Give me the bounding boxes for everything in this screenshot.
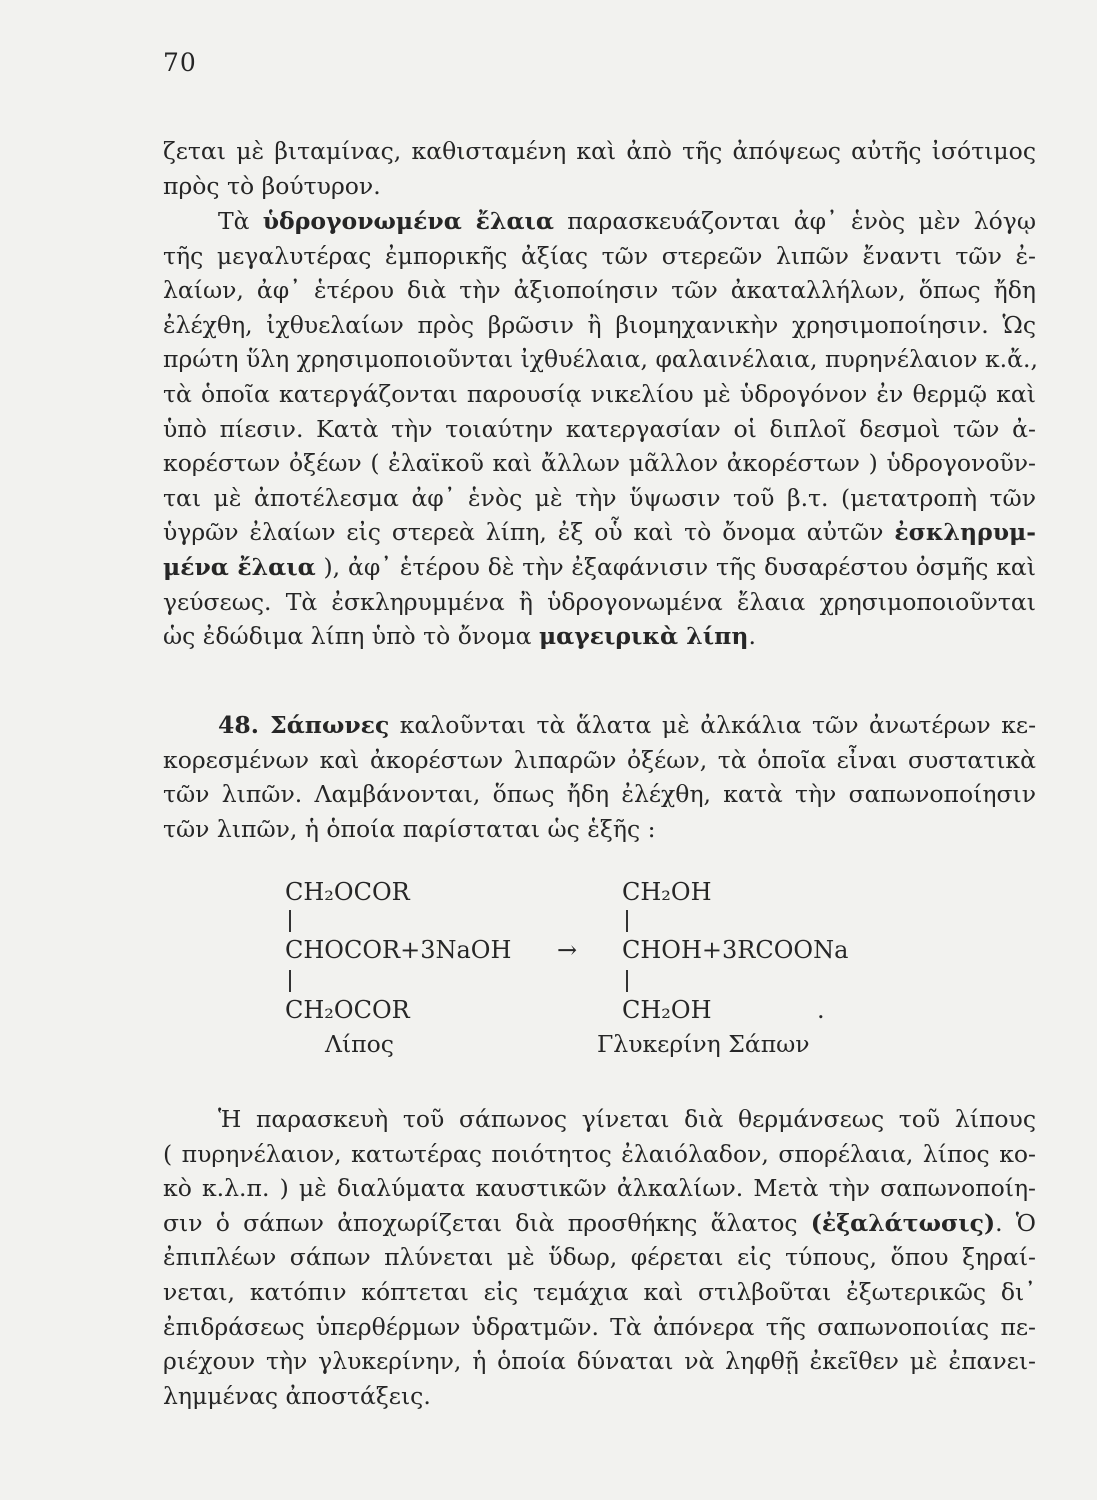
text-line: κορέστων ὀξέων ( ἐλαϊκοῦ καὶ ἄλλων μᾶλλον ἀκορέστων ) ὑδρογονοῦν- bbox=[163, 449, 1036, 478]
text-line: ( πυρηνέλαιον, κατωτέρας ποιότητος ἐλαιόλαδον, σπορέλαια, λίπος κο- bbox=[163, 1139, 1036, 1168]
text-line bbox=[163, 204, 1036, 239]
text-line: ἐπιδράσεως ὑπερθέρμων ὑδρατμῶν. Τὰ ἀπόνερα τῆς σαπωνοποιίας πε- bbox=[163, 1312, 1036, 1341]
text-line: τὰ ὁποῖα κατεργάζονται παρουσίᾳ νικελίου μὲ ὑδρογόνον ἐν θερμῷ καὶ bbox=[163, 379, 1036, 408]
text-line: ἐπιπλέων σάπων πλύνεται μὲ ὕδωρ, φέρεται εἰς τύπους, ὅπου ξηραί- bbox=[163, 1243, 1036, 1272]
label-products: Γλυκερίνη Σάπων bbox=[597, 1030, 810, 1058]
formula-left-top: CH₂OCOR bbox=[285, 878, 410, 906]
text-line: ἐλέχθη, ἰχθυελαίων πρὸς βρῶσιν ἢ βιομηχανικὴν χρησιμοποίησιν. Ὡς bbox=[163, 310, 1036, 339]
reaction-arrow: → bbox=[557, 936, 578, 964]
section-48-soaps bbox=[163, 708, 1036, 846]
text-line: τῆς μεγαλυτέρας ἐμπορικῆς ἀξίας τῶν στερεῶν λιπῶν ἔναντι τῶν ἐ- bbox=[163, 241, 1036, 270]
text-line: κὸ κ.λ.π. ) μὲ διαλύματα καυστικῶν ἀλκαλίων. Μετὰ τὴν σαπωνοποίη- bbox=[163, 1174, 1036, 1203]
text-line: γεύσεως. Τὰ ἐσκληρυμμένα ἢ ὑδρογονωμένα ἔλαια χρησιμοποιοῦνται bbox=[163, 587, 1036, 616]
text-line: νεται, κατόπιν κόπτεται εἰς τεμάχια καὶ στιλβοῦται ἐξωτερικῶς δι᾽ bbox=[163, 1277, 1036, 1306]
bond-line bbox=[626, 910, 628, 932]
text-line: ριέχουν τὴν γλυκερίνην, ἡ ὁποία δύναται νὰ ληφθῇ ἐκεῖθεν μὲ ἐπανει- bbox=[163, 1347, 1036, 1376]
term-salting-out: (ἐξαλάτωσις) bbox=[810, 1208, 996, 1237]
text-run: καλοῦνται τὰ ἅλατα μὲ ἀλκάλια τῶν ἀνωτέρων κε- bbox=[389, 711, 1037, 739]
text-line: Ἡ παρασκευὴ τοῦ σάπωνος γίνεται διὰ θερμάνσεως τοῦ λίπους bbox=[218, 1105, 1036, 1133]
text-line: κορεσμένων καὶ ἀκορέστων λιπαρῶν ὀξέων, τὰ ὁποῖα εἶναι συστατικὰ bbox=[163, 745, 1036, 774]
term-hardened-oils-cont: μένα ἔλαια bbox=[163, 552, 316, 581]
term-soaps: Σάπωνες bbox=[258, 711, 390, 739]
text-run: . Ὁ bbox=[995, 1208, 1036, 1237]
text-line: πρὸς τὸ βούτυρον. bbox=[163, 171, 381, 200]
text-line: λημμένας ἀποστάξεις. bbox=[163, 1381, 431, 1410]
bond-line bbox=[289, 970, 291, 992]
page-number: 70 bbox=[163, 48, 197, 77]
text-line bbox=[163, 515, 1036, 550]
formula-left-mid: CHOCOR+3NaOH bbox=[285, 936, 512, 964]
term-hydrogenated-oils: ὑδρογονωμένα ἔλαια bbox=[262, 207, 554, 235]
text-line: ται μὲ ἀποτέλεσμα ἀφ᾽ ἑνὸς μὲ τὴν ὕψωσιν τοῦ β.τ. (μετατροπὴ τῶν bbox=[163, 483, 1036, 512]
text-line: τῶν λιπῶν, ἡ ὁποία παρίσταται ὡς ἑξῆς : bbox=[163, 814, 656, 843]
paragraph-hydrogenated-oils bbox=[163, 204, 1036, 654]
text-line bbox=[163, 1206, 1036, 1241]
formula-right-top: CH₂OH bbox=[622, 878, 712, 906]
text-run: ὡς ἐδώδιμα λίπη ὑπὸ τὸ ὄνομα bbox=[163, 622, 539, 651]
equation-dot: . bbox=[817, 996, 825, 1024]
text-line: τῶν λιπῶν. Λαμβάνονται, ὅπως ἤδη ἐλέχθη, κατὰ τὴν σαπωνοποίησιν bbox=[163, 780, 1036, 809]
section-number: 48. bbox=[218, 711, 259, 739]
text-line bbox=[163, 619, 1036, 654]
paragraph-vitamins bbox=[163, 134, 1036, 203]
text-line: λαίων, ἀφ᾽ ἑτέρου διὰ τὴν ἀξιοποίησιν τῶν ἀκαταλλήλων, ὅπως ἤδη bbox=[163, 276, 1036, 305]
text-run: σιν ὁ σάπων ἀποχωρίζεται διὰ προσθήκης ἅλατος bbox=[163, 1208, 811, 1237]
text-run: Τὰ bbox=[218, 207, 263, 235]
text-line bbox=[163, 550, 1036, 585]
label-fat: Λίπος bbox=[325, 1030, 394, 1058]
text-run: παρασκευάζονται ἀφ᾽ ἑνὸς μὲν λόγῳ bbox=[554, 207, 1037, 235]
text-line: ὑπὸ πίεσιν. Κατὰ τὴν τοιαύτην κατεργασίαν οἱ διπλοῖ δεσμοὶ τῶν ἀ- bbox=[163, 414, 1036, 443]
bond-line bbox=[626, 970, 628, 992]
paragraph-soap-preparation bbox=[163, 1102, 1036, 1413]
formula-left-bottom: CH₂OCOR bbox=[285, 996, 410, 1024]
text-run: ὑγρῶν ἐλαίων εἰς στερεὰ λίπη, ἐξ οὗ καὶ τὸ ὄνομα αὐτῶν bbox=[163, 518, 895, 547]
term-hardened-oils: ἐσκληρυμ- bbox=[894, 518, 1036, 547]
text-line: πρώτη ὕλη χρησιμοποιοῦνται ἰχθυέλαια, φαλαινέλαια, πυρηνέλαιον κ.ἄ., bbox=[163, 345, 1038, 374]
saponification-equation bbox=[285, 878, 849, 1078]
bond-line bbox=[289, 910, 291, 932]
text-line: ζεται μὲ βιταμίνας, καθισταμένη καὶ ἀπὸ τῆς ἀπόψεως αὐτῆς ἰσότιμος bbox=[163, 137, 1036, 165]
text-run: . bbox=[748, 622, 756, 651]
text-run: ), ἀφ᾽ ἑτέρου δὲ τὴν ἐξαφάνισιν τῆς δυσαρέστου ὀσμῆς καὶ bbox=[315, 552, 1036, 581]
term-cooking-fats: μαγειρικὰ λίπη bbox=[538, 622, 749, 651]
formula-right-mid: CHOH+3RCOONa bbox=[622, 936, 849, 964]
text-line bbox=[163, 708, 1036, 743]
formula-right-bottom: CH₂OH bbox=[622, 996, 712, 1024]
